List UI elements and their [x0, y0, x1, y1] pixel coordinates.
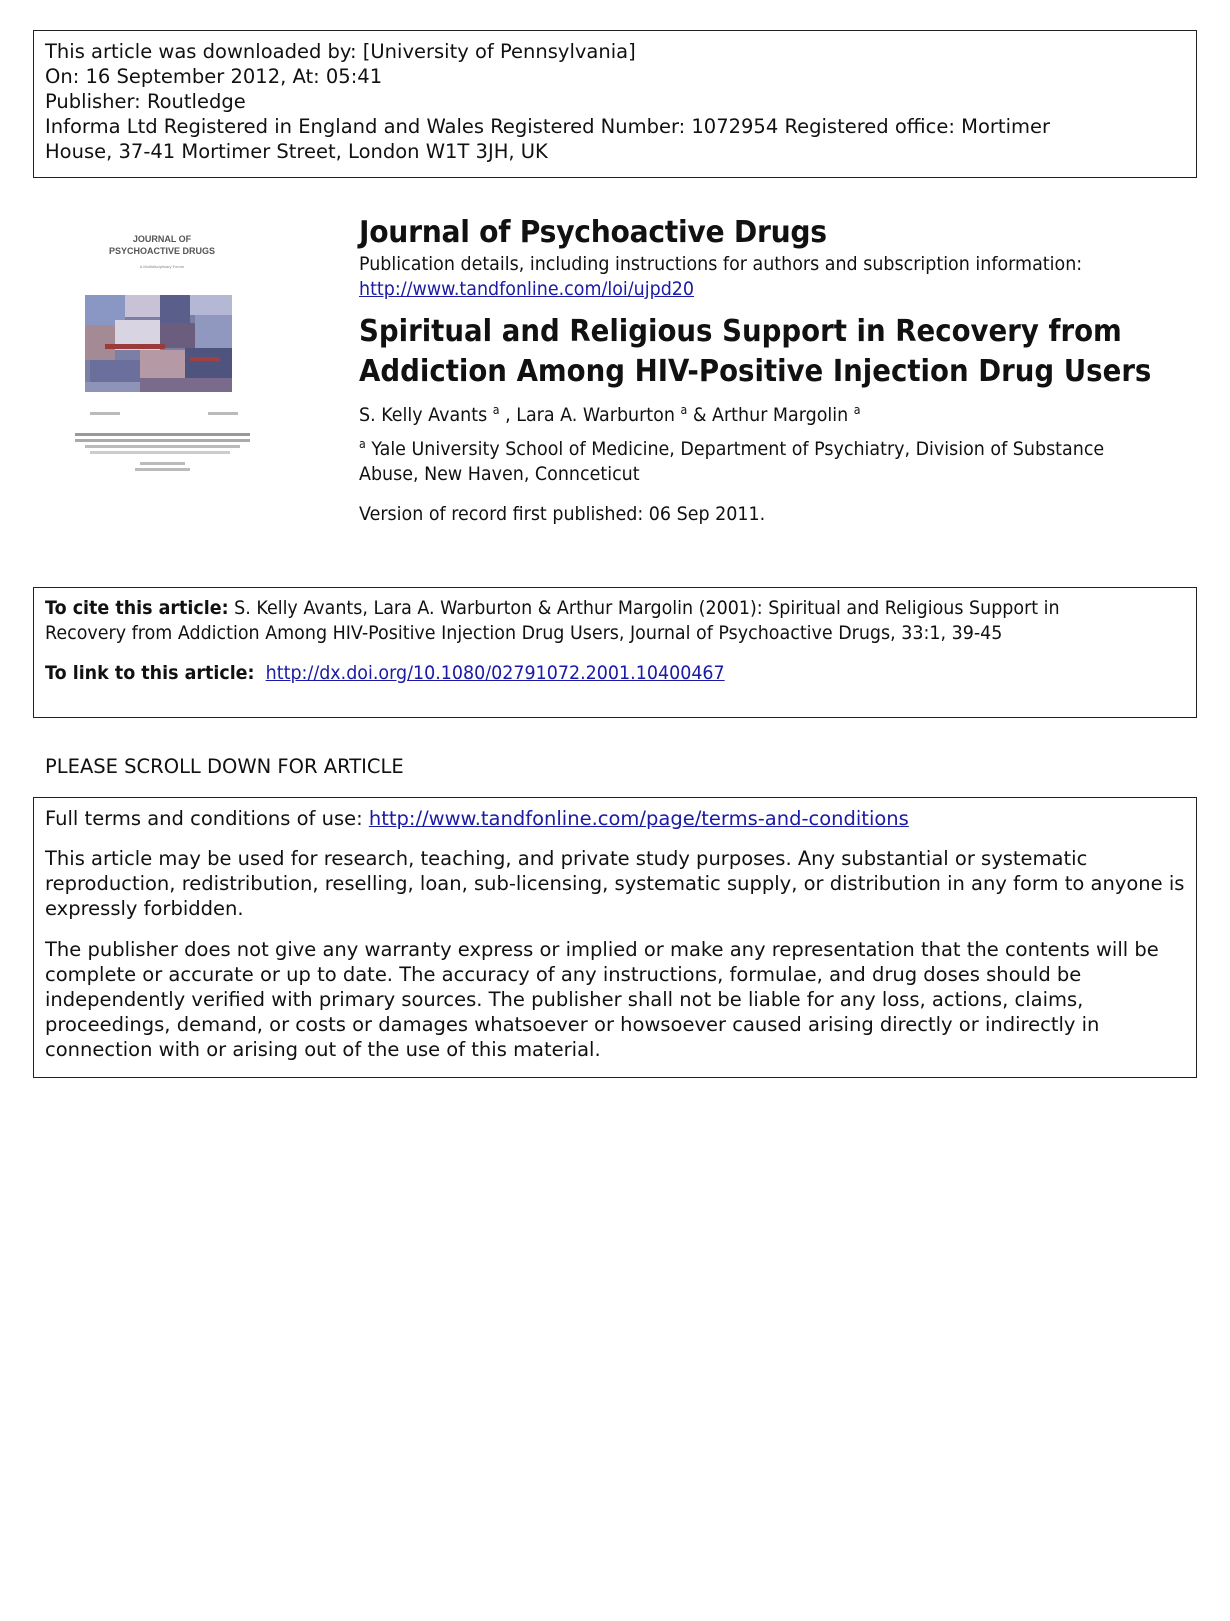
cover-text-block-3 [85, 445, 240, 448]
cover-text-block-4 [90, 451, 230, 454]
affiliation-line2: Abuse, New Haven, Connceticut [359, 463, 640, 485]
cite-line2: Recovery from Addiction Among HIV-Positive Injection Drug Users, Journal of Psychoactive Drugs, 33:1, 39-45 [45, 622, 1003, 644]
journal-cover-image [60, 232, 265, 502]
download-date-line: On: 16 September 2012, At: 05:41 [45, 65, 383, 88]
author-name: Arthur Margolin [712, 404, 849, 426]
cite-label: To cite this article: [45, 597, 229, 619]
article-title-line2: Addiction Among HIV-Positive Injection Drug Users [359, 354, 1152, 389]
cover-small-text-1 [90, 412, 120, 415]
journal-title: Journal of Psychoactive Drugs [359, 215, 827, 250]
terms-label: Full terms and conditions of use: [45, 807, 363, 830]
terms-paragraph-disclaimer: The publisher does not give any warranty express or implied or make any representation that the contents will be complete or accurate or up to date. The accuracy of any instructions, formulae, and drug doses should be independently verified with primary sources. The publisher shall not be liable for any loss, actions, claims, proceedings, demand, or costs or damages whatsoever or howsoever caused arising directly or indirectly in connection with or arising out of the use of this material. [45, 938, 1159, 1061]
publication-details: Publication details, including instructions for authors and subscription information: [359, 253, 1083, 275]
author-name: S. Kelly Avants [359, 404, 488, 426]
article-title [359, 312, 1152, 392]
registration-line: Informa Ltd Registered in England and Wales Registered Number: 1072954 Registered office: Mortimer [45, 115, 1050, 138]
scroll-notice: PLEASE SCROLL DOWN FOR ARTICLE [45, 755, 404, 778]
terms-link[interactable]: http://www.tandfonline.com/page/terms-and-conditions [368, 807, 909, 830]
affiliation-mark: a [853, 403, 861, 417]
download-notice-box [33, 30, 1197, 178]
doi-link[interactable]: http://dx.doi.org/10.1080/02791072.2001.10400467 [265, 662, 725, 684]
cover-text-block-6 [135, 468, 190, 471]
affiliation-mark: a [680, 403, 688, 417]
citation-box [33, 587, 1197, 718]
cover-text-block-2 [75, 439, 250, 442]
affiliation [359, 432, 1132, 487]
cover-subtitle: A Multidisciplinary Forum [139, 264, 185, 269]
cover-artwork [85, 295, 232, 392]
terms-paragraph-usage: This article may be used for research, teaching, and private study purposes. Any substantial or systematic reproduction, redistribution, reselling, loan, sub-licensing, systematic supply, or distribution in any form to anyone is expressly forbidden. [45, 847, 1185, 920]
author-name: Lara A. Warburton [516, 404, 675, 426]
cite-line1: S. Kelly Avants, Lara A. Warburton & Arthur Margolin (2001): Spiritual and Religious Support in [234, 597, 1060, 619]
journal-url-link[interactable]: http://www.tandfonline.com/loi/ujpd20 [359, 278, 695, 300]
article-header [359, 214, 1199, 527]
cover-small-text-2 [208, 412, 238, 415]
article-title-line1: Spiritual and Religious Support in Recovery from [359, 314, 1122, 349]
cover-title-line2: PSYCHOACTIVE DRUGS [108, 246, 216, 256]
download-line: This article was downloaded by: [University of Pennsylvania] [45, 40, 636, 63]
terms-box [33, 797, 1197, 1078]
cover-text-block-5 [140, 462, 185, 465]
version-of-record: Version of record first published: 06 Sep 2011. [359, 503, 766, 525]
cover-text-block-1 [75, 433, 250, 436]
cover-title-line1: JOURNAL OF [132, 234, 192, 244]
author-list: S. Kelly Avants $^a$ , Lara A. Warburton $^a$ & Arthur Margolin $^a$ [359, 403, 861, 426]
affiliation-line1: Yale University School of Medicine, Department of Psychiatry, Division of Substance [371, 438, 1105, 460]
affiliation-mark: a [359, 437, 366, 451]
publisher-line: Publisher: Routledge [45, 90, 246, 113]
affiliation-mark: a [492, 403, 500, 417]
link-label: To link to this article: [45, 662, 255, 684]
address-line: House, 37-41 Mortimer Street, London W1T 3JH, UK [45, 140, 548, 163]
